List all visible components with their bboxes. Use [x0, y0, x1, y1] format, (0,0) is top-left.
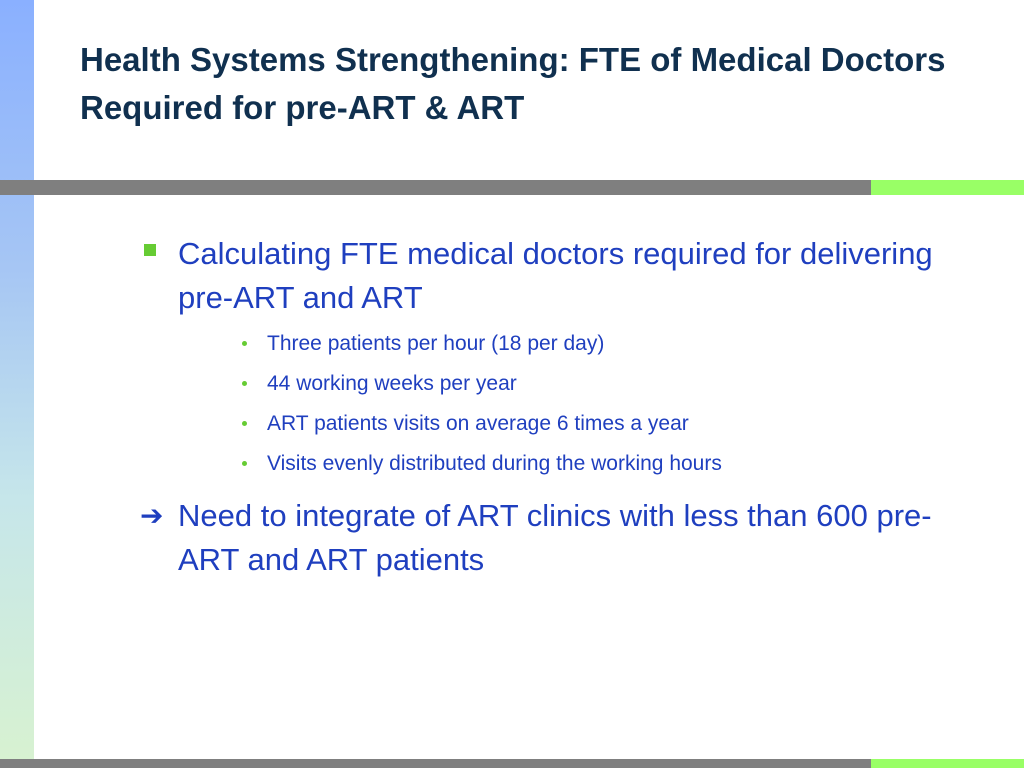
- footer-divider-green: [871, 759, 1024, 768]
- footer-divider-grey: [0, 759, 871, 768]
- slide-title: Health Systems Strengthening: FTE of Medical Doctors Required for pre-ART & ART: [80, 41, 946, 126]
- dot-bullet-icon: [242, 341, 247, 346]
- title-divider-green: [871, 180, 1024, 195]
- sub-bullet-list: [140, 324, 940, 484]
- title-divider-grey: [0, 180, 871, 195]
- square-bullet-icon: [144, 244, 156, 256]
- dot-bullet-icon: [242, 461, 247, 466]
- dot-bullet-icon: [242, 381, 247, 386]
- sub-bullet-item: [140, 444, 940, 484]
- slide-body: [140, 232, 940, 582]
- main-bullet-text: Calculating FTE medical doctors required for delivering pre-ART and ART: [178, 236, 933, 315]
- dot-bullet-icon: [242, 421, 247, 426]
- main-bullet: [140, 232, 940, 320]
- sub-bullet-text: ART patients visits on average 6 times a year: [267, 412, 689, 435]
- conclusion-line: [140, 494, 940, 582]
- sub-bullet-item: [140, 324, 940, 364]
- sub-bullet-text: 44 working weeks per year: [267, 372, 517, 395]
- sub-bullet-item: [140, 364, 940, 404]
- sub-bullet-text: Visits evenly distributed during the working hours: [267, 452, 722, 475]
- sub-bullet-item: [140, 404, 940, 444]
- side-gradient-stripe: [0, 0, 34, 768]
- conclusion-text: Need to integrate of ART clinics with less than 600 pre-ART and ART patients: [178, 498, 932, 577]
- sub-bullet-text: Three patients per hour (18 per day): [267, 332, 605, 355]
- arrow-right-icon: ➔: [140, 499, 164, 532]
